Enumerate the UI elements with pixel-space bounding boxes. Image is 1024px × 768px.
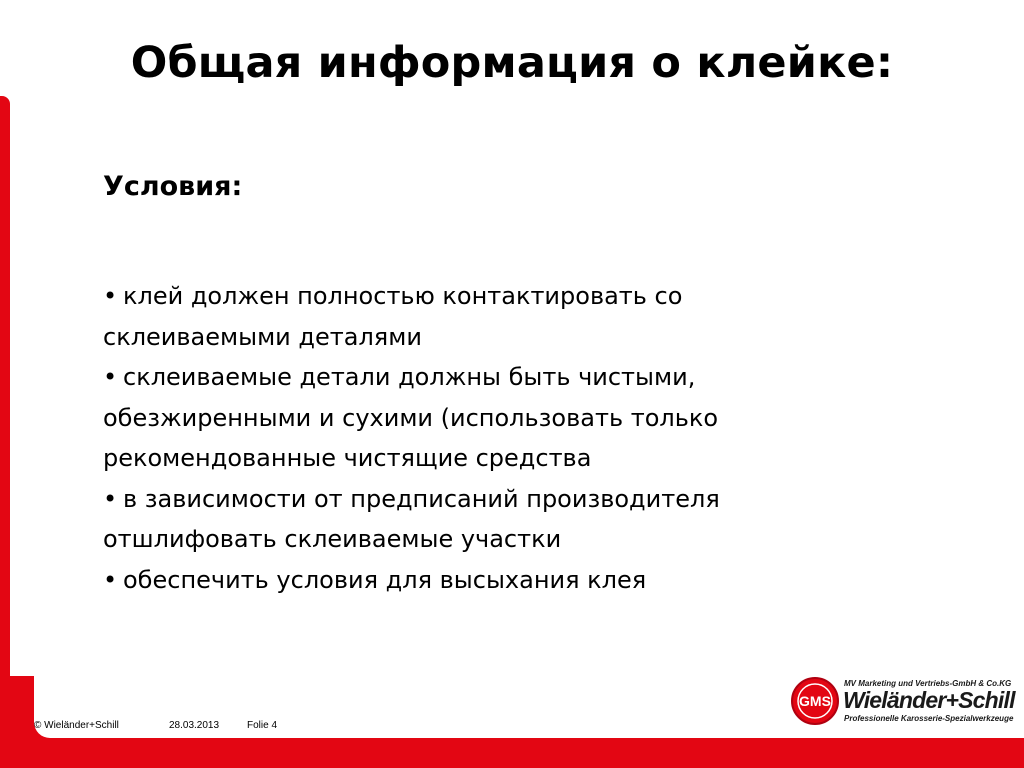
company-logo bbox=[790, 676, 1015, 728]
bullet-text-continuation: склеиваемыми деталями bbox=[103, 322, 422, 351]
left-accent-bar bbox=[0, 96, 10, 649]
bullet-icon: • bbox=[103, 565, 118, 594]
bullet-list bbox=[103, 276, 903, 600]
bullet-icon: • bbox=[103, 484, 118, 513]
bullet-icon: • bbox=[103, 282, 118, 310]
logo-tagline: Professionelle Karosserie-Spezialwerkzeuge bbox=[844, 714, 1014, 723]
footer-page-number: Folie 4 bbox=[247, 720, 278, 731]
bullet-text-continuation: обезжиренными и сухими (использовать только bbox=[103, 403, 719, 432]
bullet-item-4 bbox=[103, 560, 903, 601]
bullet-text: обеспечить условия для высыхания клея bbox=[123, 565, 647, 594]
bullet-item-3 bbox=[103, 479, 903, 520]
bullet-text-continuation: рекомендованные чистящие средства bbox=[103, 444, 592, 472]
bullet-item-1 bbox=[103, 276, 903, 317]
bullet-text: в зависимости от предписаний производителя bbox=[123, 484, 720, 513]
slide-title: Общая информация о клейке: bbox=[130, 38, 894, 88]
logo-company-line: MV Marketing und Vertriebs-GmbH & Co.KG bbox=[844, 679, 1012, 688]
section-heading: Условия: bbox=[103, 171, 243, 202]
footer-date: 28.03.2013 bbox=[169, 720, 220, 731]
logo-brand-name: Wieländer+Schill bbox=[843, 687, 1015, 713]
bullet-text-continuation: отшлифовать склеиваемые участки bbox=[103, 525, 562, 553]
bullet-item-2 bbox=[103, 357, 903, 398]
gms-logo-icon bbox=[790, 676, 840, 726]
bullet-text: клей должен полностью контактировать со bbox=[123, 282, 683, 310]
footer-corner-fill bbox=[10, 646, 34, 676]
bullet-icon: • bbox=[103, 363, 118, 391]
footer-copyright: © Wieländer+Schill bbox=[34, 720, 119, 731]
bullet-text: склеиваемые детали должны быть чистыми, bbox=[123, 363, 696, 391]
logo-monogram: GMS bbox=[799, 693, 831, 709]
